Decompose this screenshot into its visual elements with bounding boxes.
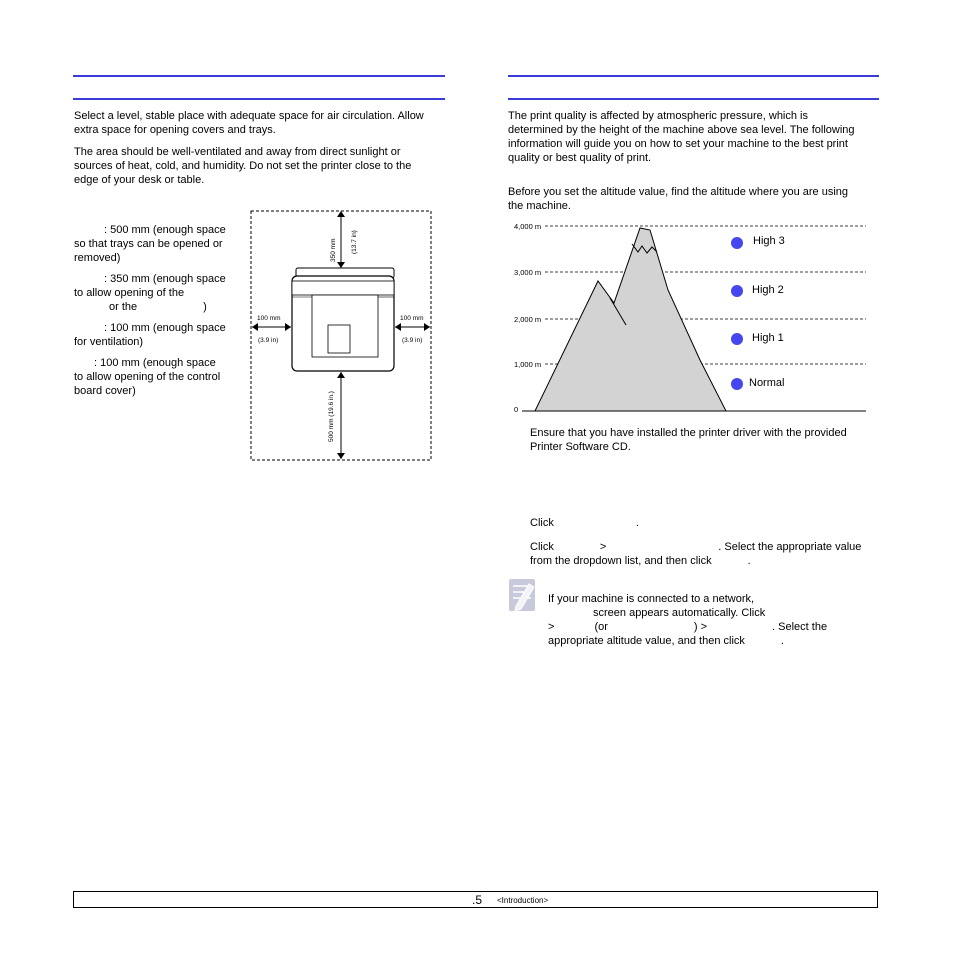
right-title-rule-top bbox=[508, 75, 879, 77]
tick-3000: 3,000 m bbox=[514, 268, 542, 277]
top-dim-in: (13.7 in) bbox=[351, 230, 358, 254]
mountain-illustration bbox=[535, 228, 726, 411]
driver-install-paragraph: Ensure that you have installed the printer driver with the provided Printer Software CD. bbox=[530, 427, 847, 453]
left-dim-mm: 100 mm bbox=[257, 315, 281, 322]
note-pencil-icon bbox=[508, 578, 538, 612]
level-dot-normal bbox=[731, 378, 743, 390]
right-dim-in: (3.9 in) bbox=[402, 337, 423, 344]
altitude-chart bbox=[505, 215, 875, 420]
right-dim-mm: 100 mm bbox=[400, 315, 424, 322]
page-number: .5 bbox=[472, 893, 483, 907]
back-clearance-note: : 350 mm (enough space to allow opening of the or the ) bbox=[74, 273, 226, 313]
level-label-high3: High 3 bbox=[753, 235, 785, 247]
tick-4000: 4,000 m bbox=[514, 222, 542, 231]
left-clearance-note: : 100 mm (enough space to allow opening of the control board cover) bbox=[74, 357, 221, 397]
right-clearance-note: : 100 mm (enough space for ventilation) bbox=[74, 322, 226, 348]
location-intro-paragraph: Select a level, stable place with adequate space for air circulation. Allow extra space for opening covers and trays. bbox=[74, 110, 424, 136]
left-title-rule-top bbox=[73, 75, 445, 77]
tick-labels bbox=[514, 222, 541, 414]
tick-1000: 1,000 m bbox=[514, 360, 542, 369]
level-label-high2: High 2 bbox=[752, 284, 784, 296]
left-title-rule-bottom bbox=[73, 98, 445, 100]
left-dim-in: (3.9 in) bbox=[258, 337, 279, 344]
bottom-dim: 500 mm (19.6 in.) bbox=[328, 391, 335, 442]
level-label-high1: High 1 bbox=[752, 332, 784, 344]
altitude-intro-paragraph: The print quality is affected by atmospheric pressure, which is determined by the height of the machine above sea level. The following information will guide you on how to set your machine to the best print quality or best quality of print. bbox=[508, 110, 855, 164]
altitude-before-paragraph: Before you set the altitude value, find the altitude where you are using the machine. bbox=[508, 186, 848, 212]
clearance-diagram bbox=[245, 205, 437, 467]
level-dot-high2 bbox=[731, 285, 743, 297]
printer-illustration bbox=[292, 268, 394, 371]
front-clearance-note: : 500 mm (enough space so that trays can be opened or removed) bbox=[74, 224, 226, 264]
top-dim-mm: 350 mm bbox=[330, 238, 337, 262]
right-title-rule-bottom bbox=[508, 98, 879, 100]
tick-0: 0 bbox=[514, 405, 519, 414]
level-label-normal: Normal bbox=[749, 377, 785, 389]
step-click-1: Click . bbox=[530, 517, 639, 529]
level-dot-high3 bbox=[731, 237, 743, 249]
step-click-2: Click > . Select the appropriate value from the dropdown list, and then click . bbox=[530, 541, 862, 567]
level-dot-high1 bbox=[731, 333, 743, 345]
tick-2000: 2,000 m bbox=[514, 315, 542, 324]
network-note-paragraph: If your machine is connected to a network, screen appears automatically. Click > (or ) > . Select the appropriate altitude value, and then click . bbox=[548, 593, 828, 647]
page-footer bbox=[73, 891, 878, 908]
footer-section: <Introduction> bbox=[497, 896, 549, 905]
ventilation-paragraph: The area should be well-ventilated and away from direct sunlight or sources of heat, cold, and humidity. Do not set the printer close to the edge of your desk or table. bbox=[74, 146, 412, 186]
